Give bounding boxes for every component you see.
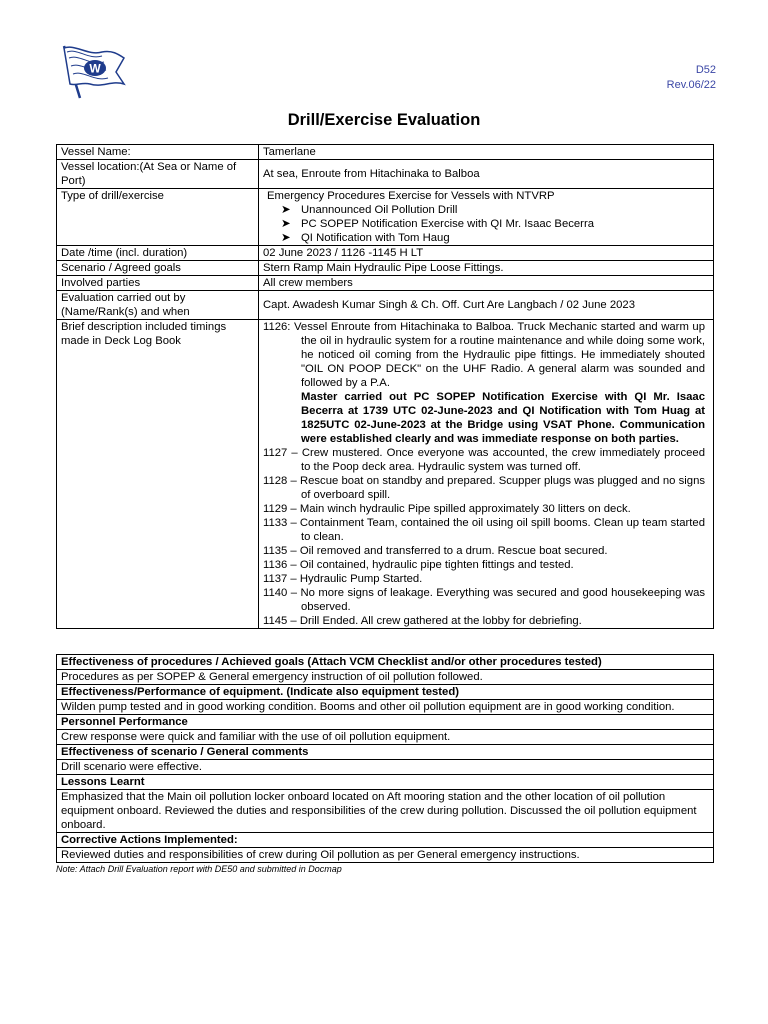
log-entry: 1129 – Main winch hydraulic Pipe spilled approximately 30 litters on deck.	[263, 503, 631, 515]
table-row	[57, 276, 714, 291]
table-row	[57, 320, 714, 629]
section-heading: Personnel Performance	[57, 715, 714, 730]
log-entry: 1133 – Containment Team, contained the oil using oil spill booms. Clean up team started to clean.	[263, 517, 705, 543]
table-row	[57, 790, 714, 833]
table-row	[57, 685, 714, 700]
section-heading: Effectiveness of procedures / Achieved goals (Attach VCM Checklist and/or other procedures tested)	[57, 655, 714, 670]
vessel-location-label: Vessel location:(At Sea or Name of Port)	[57, 160, 259, 189]
log-entry: 1126: Vessel Enroute from Hitachinaka to Balboa. Truck Mechanic started and warm up the oil in hydraulic system for a routine maintenance and while doing some work, he noticed oil coming from the Hydraulic pipe fittings. He immediately shouted "OIL ON POOP DECK" on the UHF Radio. A general alarm was sounded and followed by a P.A.	[263, 321, 705, 389]
document-reference	[667, 63, 716, 93]
datetime-value: 02 June 2023 / 1126 -1145 H LT	[259, 246, 714, 261]
section-text: Crew response were quick and familiar with the use of oil pollution equipment.	[57, 730, 714, 745]
company-flag-logo	[58, 42, 128, 100]
section-text: Procedures as per SOPEP & General emergency instruction of oil pollution followed.	[57, 670, 714, 685]
section-heading: Lessons Learnt	[57, 775, 714, 790]
log-entry: 1140 – No more signs of leakage. Everything was secured and good housekeeping was observed.	[263, 587, 705, 613]
log-entry: 1137 – Hydraulic Pump Started.	[263, 573, 423, 585]
description-label: Brief description included timings made in Deck Log Book	[57, 320, 259, 629]
log-entry: 1127 – Crew mustered. Once everyone was accounted, the crew immediately proceed to the Poop deck area. Hydraulic system was turned off.	[263, 447, 705, 473]
footer-note: Note: Attach Drill Evaluation report with DE50 and submitted in Docmap	[56, 864, 342, 874]
table-row	[57, 700, 714, 715]
table-row	[57, 655, 714, 670]
section-text: Drill scenario were effective.	[57, 760, 714, 775]
table-row	[57, 715, 714, 730]
page-title: Drill/Exercise Evaluation	[287, 111, 481, 129]
section-text: Reviewed duties and responsibilities of crew during Oil pollution as per General emergency instructions.	[57, 848, 714, 863]
arrow-bullet-icon: ➤	[281, 218, 291, 230]
list-item: ➤ Unannounced Oil Pollution Drill	[281, 204, 458, 216]
table-row	[57, 670, 714, 685]
table-row	[57, 291, 714, 320]
section-text: Wilden pump tested and in good working condition. Booms and other oil pollution equipment are in good working condition.	[57, 700, 714, 715]
table-row	[57, 246, 714, 261]
log-entry: 1136 – Oil contained, hydraulic pipe tighten fittings and tested.	[263, 559, 574, 571]
logo-letter: W	[89, 61, 101, 76]
table-row	[57, 775, 714, 790]
table-row	[57, 745, 714, 760]
vessel-name-value: Tamerlane	[259, 145, 714, 160]
section-heading: Corrective Actions Implemented:	[57, 833, 714, 848]
drill-type-main: Emergency Procedures Exercise for Vessels with NTVRP	[267, 190, 555, 202]
log-entry: 1128 – Rescue boat on standby and prepared. Scupper plugs was plugged and no signs of overboard spill.	[263, 475, 705, 501]
section-text: Emphasized that the Main oil pollution locker onboard located on Aft mooring station and the other location of oil pollution equipment onboard. Reviewed the duties and responsibilities of the crew during pollution. Discussed the oil pollution equipment onboard.	[57, 790, 714, 833]
table-row	[57, 261, 714, 276]
drill-type-value	[259, 189, 714, 246]
table-row	[57, 145, 714, 160]
table-row	[57, 833, 714, 848]
table-row	[57, 760, 714, 775]
scenario-label: Scenario / Agreed goals	[57, 261, 259, 276]
datetime-label: Date /time (incl. duration)	[57, 246, 259, 261]
table-row	[57, 848, 714, 863]
parties-label: Involved parties	[57, 276, 259, 291]
list-item: ➤ PC SOPEP Notification Exercise with QI Mr. Isaac Becerra	[281, 218, 594, 230]
description-value	[259, 320, 714, 629]
arrow-bullet-icon: ➤	[281, 204, 291, 216]
list-item: ➤ QI Notification with Tom Haug	[281, 232, 450, 244]
evaluator-label: Evaluation carried out by (Name/Rank(s) and when	[57, 291, 259, 320]
section-heading: Effectiveness of scenario / General comments	[57, 745, 714, 760]
revision: Rev.06/22	[666, 79, 716, 91]
log-entry: 1135 – Oil removed and transferred to a drum. Rescue boat secured.	[263, 545, 608, 557]
parties-value: All crew members	[259, 276, 714, 291]
master-notification-text: Master carried out PC SOPEP Notification Exercise with QI Mr. Isaac Becerra at 1739 UTC 02-June-2023 and QI Notification with Tom Huag at 1825UTC 02-June-2023 at the Bridge using VSAT Phone. Communication were established clearly and was immediate response on both parties.	[301, 391, 705, 445]
doc-code: D52	[695, 64, 716, 76]
section-heading: Effectiveness/Performance of equipment. (Indicate also equipment tested)	[57, 685, 714, 700]
scenario-value: Stern Ramp Main Hydraulic Pipe Loose Fittings.	[259, 261, 714, 276]
table-row	[57, 160, 714, 189]
vessel-name-label: Vessel Name:	[57, 145, 259, 160]
evaluation-table	[56, 654, 714, 863]
arrow-bullet-icon: ➤	[281, 232, 291, 244]
table-row	[57, 189, 714, 246]
table-row	[57, 730, 714, 745]
vessel-location-value: At sea, Enroute from Hitachinaka to Balboa	[259, 160, 714, 189]
drill-details-table	[56, 144, 714, 629]
drill-type-label: Type of drill/exercise	[57, 189, 259, 246]
log-entry: 1145 – Drill Ended. All crew gathered at the lobby for debriefing.	[263, 615, 582, 627]
evaluator-value: Capt. Awadesh Kumar Singh & Ch. Off. Curt Are Langbach / 02 June 2023	[259, 291, 714, 320]
